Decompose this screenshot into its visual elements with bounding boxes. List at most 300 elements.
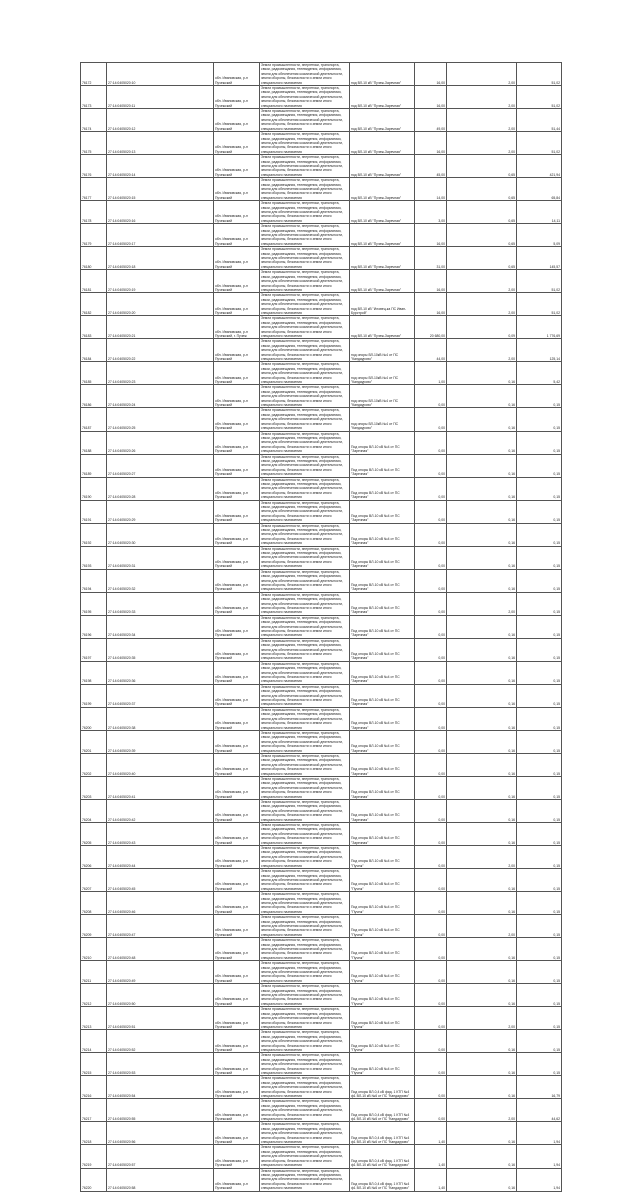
table-row — [81, 63, 562, 86]
table-row — [81, 1168, 562, 1191]
total-cell: 0,15 — [517, 431, 562, 454]
rate-cell: 0,16 — [447, 892, 517, 915]
table-row — [81, 178, 562, 201]
land-category-cell: Земли промышленности, энергетики, транспорта, связи, радиовещания, телевидения, информатики, земли для обеспечения космической деятельности, земли обороны, безопасности и земли иного специального назначения — [260, 915, 350, 938]
area-cell: 0,00 — [415, 730, 447, 753]
row-id-cell: 76214 — [81, 1030, 107, 1053]
land-plots-table — [80, 62, 562, 1192]
table-row — [81, 362, 562, 385]
table-row — [81, 316, 562, 339]
row-id-cell: 76198 — [81, 661, 107, 684]
cadastral-number-cell: 27:14:0405020:23 — [107, 362, 214, 385]
location-cell: обл. Ивановская, р-н Пучежский — [214, 1030, 260, 1053]
table-row — [81, 1122, 562, 1145]
land-category-cell: Земли промышленности, энергетики, транспорта, связи, радиовещания, телевидения, информатики, земли для обеспечения космической деятельности, земли обороны, безопасности и земли иного специального назначения — [260, 730, 350, 753]
row-id-cell: 76176 — [81, 155, 107, 178]
row-id-cell: 76181 — [81, 270, 107, 293]
total-cell: 0,15 — [517, 1030, 562, 1053]
location-cell: обл. Ивановская, р-н Пучежский — [214, 615, 260, 638]
total-cell: 5,09 — [517, 224, 562, 247]
rate-cell: 0,16 — [447, 523, 517, 546]
location-cell: обл. Ивановская, р-н Пучежский — [214, 408, 260, 431]
purpose-cell: Под опоры ВЛ-10 кВ №4 от ПС "Пучеж" — [350, 915, 415, 938]
land-category-cell: Земли промышленности, энергетики, транспорта, связи, радиовещания, телевидения, информатики, земли для обеспечения космической деятельности, земли обороны, безопасности и земли иного специального назначения — [260, 546, 350, 569]
rate-cell: 0,16 — [447, 408, 517, 431]
area-cell: 0,00 — [415, 961, 447, 984]
total-cell: 51,02 — [517, 293, 562, 316]
location-cell: обл. Ивановская, р-н Пучежский — [214, 569, 260, 592]
total-cell: 0,15 — [517, 961, 562, 984]
table-row — [81, 1099, 562, 1122]
purpose-cell: под ВЛ-10 кВ "Пучеж-Заречная" — [350, 109, 415, 132]
row-id-cell: 76178 — [81, 201, 107, 224]
area-cell: 0,00 — [415, 592, 447, 615]
cadastral-number-cell: 27:14:0405020:29 — [107, 500, 214, 523]
location-cell: обл. Ивановская, р-н Пучежский — [214, 938, 260, 961]
purpose-cell: Под опоры ВЛ-10 кВ №4 от ПС "Заречная" — [350, 638, 415, 661]
total-cell: 0,15 — [517, 615, 562, 638]
rate-cell: 2,00 — [447, 132, 517, 155]
location-cell: обл. Ивановская, р-н Пучежский — [214, 132, 260, 155]
purpose-cell: под ВЛ-10 кВ "Пучеж-Заречная" — [350, 270, 415, 293]
area-cell: 0,00 — [415, 753, 447, 776]
cadastral-number-cell: 27:14:0405020:19 — [107, 270, 214, 293]
land-category-cell: Земли промышленности, энергетики, транспорта, связи, радиовещания, телевидения, информатики, земли для обеспечения космической деятельности, земли обороны, безопасности и земли иного специального назначения — [260, 615, 350, 638]
area-cell: 49,00 — [415, 109, 447, 132]
cadastral-number-cell: 27:14:0405020:22 — [107, 339, 214, 362]
area-cell: 0,00 — [415, 431, 447, 454]
area-cell: 0,00 — [415, 1076, 447, 1099]
purpose-cell: Под опоры ВЛ-0,4 кВ фид. 1 КТП №4 ф1 ВЛ-10 кВ №6 от ПС "Кандаурово" — [350, 1099, 415, 1122]
table-row — [81, 385, 562, 408]
cadastral-number-cell: 27:14:0405020:40 — [107, 753, 214, 776]
location-cell: обл. Ивановская, р-н Пучежский — [214, 63, 260, 86]
rate-cell: 0,65 — [447, 178, 517, 201]
land-category-cell: Земли промышленности, энергетики, транспорта, связи, радиовещания, телевидения, информатики, земли для обеспечения космической деятельности, земли обороны, безопасности и земли иного специального назначения — [260, 132, 350, 155]
land-category-cell: Земли промышленности, энергетики, транспорта, связи, радиовещания, телевидения, информатики, земли для обеспечения космической деятельности, земли обороны, безопасности и земли иного специального назначения — [260, 1030, 350, 1053]
total-cell: 0,15 — [517, 823, 562, 846]
total-cell: 0,15 — [517, 638, 562, 661]
land-category-cell: Земли промышленности, энергетики, транспорта, связи, радиовещания, телевидения, информатики, земли для обеспечения космической деятельности, земли обороны, безопасности и земли иного специального назначения — [260, 523, 350, 546]
area-cell: 1,40 — [415, 1145, 447, 1168]
table-row — [81, 915, 562, 938]
total-cell: 0,15 — [517, 753, 562, 776]
area-cell: 0,00 — [415, 869, 447, 892]
location-cell: обл. Ивановская, р-н Пучежский — [214, 477, 260, 500]
area-cell: 1,00 — [415, 362, 447, 385]
land-category-cell: Земли промышленности, энергетики, транспорта, связи, радиовещания, телевидения, информатики, земли для обеспечения космической деятельности, земли обороны, безопасности и земли иного специального назначения — [260, 707, 350, 730]
land-category-cell: Земли промышленности, энергетики, транспорта, связи, радиовещания, телевидения, информатики, земли для обеспечения космической деятельности, земли обороны, безопасности и земли иного специального назначения — [260, 753, 350, 776]
total-cell: 0,15 — [517, 869, 562, 892]
row-id-cell: 76209 — [81, 915, 107, 938]
row-id-cell: 76210 — [81, 938, 107, 961]
rate-cell: 2,00 — [447, 270, 517, 293]
rate-cell: 0,16 — [447, 431, 517, 454]
rate-cell: 0,65 — [447, 155, 517, 178]
total-cell: 0,15 — [517, 984, 562, 1007]
cadastral-number-cell: 27:14:0405020:14 — [107, 155, 214, 178]
table-row — [81, 1053, 562, 1076]
location-cell: обл. Ивановская, р-н Пучежский — [214, 270, 260, 293]
purpose-cell: Под опоры ВЛ-10 кВ №4 от ПС "Заречная" — [350, 707, 415, 730]
purpose-cell: под ВЛ-10 кВ "Пучеж-Заречная" — [350, 178, 415, 201]
land-category-cell: Земли промышленности, энергетики, транспорта, связи, радиовещания, телевидения, информатики, земли для обеспечения космической деятельности, земли обороны, безопасности и земли иного специального назначения — [260, 247, 350, 270]
total-cell: 0,15 — [517, 661, 562, 684]
cadastral-number-cell: 27:14:0405020:32 — [107, 569, 214, 592]
row-id-cell: 76207 — [81, 869, 107, 892]
rate-cell: 0,16 — [447, 869, 517, 892]
rate-cell: 2,00 — [447, 915, 517, 938]
total-cell: 0,15 — [517, 592, 562, 615]
land-category-cell: Земли промышленности, энергетики, транспорта, связи, радиовещания, телевидения, информатики, земли для обеспечения космической деятельности, земли обороны, безопасности и земли иного специального назначения — [260, 408, 350, 431]
area-cell: 0,00 — [415, 1007, 447, 1030]
cadastral-number-cell: 27:14:0405020:28 — [107, 477, 214, 500]
total-cell: 65,84 — [517, 178, 562, 201]
row-id-cell: 76183 — [81, 316, 107, 339]
purpose-cell: под ВЛ-10 кВ "Пучеж-Заречная" — [350, 247, 415, 270]
table-row — [81, 776, 562, 799]
table-row — [81, 707, 562, 730]
row-id-cell: 76213 — [81, 1007, 107, 1030]
rate-cell: 0,65 — [447, 201, 517, 224]
land-category-cell: Земли промышленности, энергетики, транспорта, связи, радиовещания, телевидения, информатики, земли для обеспечения космической деятельности, земли обороны, безопасности и земли иного специального назначения — [260, 1099, 350, 1122]
cadastral-number-cell: 27:14:0405020:42 — [107, 800, 214, 823]
row-id-cell: 76218 — [81, 1122, 107, 1145]
rate-cell: 2,00 — [447, 339, 517, 362]
purpose-cell: Под опоры ВЛ-10 кВ №4 от ПС "Заречная" — [350, 615, 415, 638]
purpose-cell: Под опоры ВЛ-10 кВ №4 от ПС "Заречная" — [350, 800, 415, 823]
area-cell: 1,40 — [415, 1168, 447, 1191]
row-id-cell: 76191 — [81, 500, 107, 523]
location-cell: обл. Ивановская, р-н Пучежский — [214, 201, 260, 224]
table-row — [81, 523, 562, 546]
total-cell: 44,62 — [517, 1099, 562, 1122]
total-cell: 0,15 — [517, 776, 562, 799]
cadastral-number-cell: 27:14:0405020:56 — [107, 1122, 214, 1145]
land-category-cell: Земли промышленности, энергетики, транспорта, связи, радиовещания, телевидения, информатики, земли для обеспечения космической деятельности, земли обороны, безопасности и земли иного специального назначения — [260, 823, 350, 846]
row-id-cell: 76177 — [81, 178, 107, 201]
cadastral-number-cell: 27:14:0405020:58 — [107, 1168, 214, 1191]
area-cell: 0,00 — [415, 938, 447, 961]
purpose-cell: Под опоры ВЛ-10 кВ №4 от ПС "Заречная" — [350, 431, 415, 454]
rate-cell: 0,16 — [447, 1122, 517, 1145]
cadastral-number-cell: 27:14:0405020:24 — [107, 385, 214, 408]
area-cell: 16,00 — [415, 224, 447, 247]
table-row — [81, 155, 562, 178]
purpose-cell: под ВЛ-10 кВ "Иловец-ка ПС Иван-Бурстрой" — [350, 293, 415, 316]
location-cell: обл. Ивановская, р-н Пучежский — [214, 1099, 260, 1122]
rate-cell: 0,16 — [447, 707, 517, 730]
area-cell: 0,00 — [415, 1030, 447, 1053]
table-body — [81, 63, 562, 1192]
total-cell: 0,15 — [517, 385, 562, 408]
area-cell: 0,00 — [415, 1099, 447, 1122]
cadastral-number-cell: 27:14:0405020:30 — [107, 523, 214, 546]
cadastral-number-cell: 27:14:0405020:38 — [107, 707, 214, 730]
table-row — [81, 293, 562, 316]
area-cell: 1,40 — [415, 1122, 447, 1145]
table-row — [81, 638, 562, 661]
row-id-cell: 76219 — [81, 1145, 107, 1168]
row-id-cell: 76189 — [81, 454, 107, 477]
row-id-cell: 76199 — [81, 684, 107, 707]
land-category-cell: Земли промышленности, энергетики, транспорта, связи, радиовещания, телевидения, информатики, земли для обеспечения космической деятельности, земли обороны, безопасности и земли иного специального назначения — [260, 339, 350, 362]
land-category-cell: Земли промышленности, энергетики, транспорта, связи, радиовещания, телевидения, информатики, земли для обеспечения космической деятельности, земли обороны, безопасности и земли иного специального назначения — [260, 63, 350, 86]
cadastral-number-cell: 27:14:0405020:31 — [107, 546, 214, 569]
table-row — [81, 684, 562, 707]
table-row — [81, 86, 562, 109]
location-cell: обл. Ивановская, р-н Пучежский — [214, 454, 260, 477]
row-id-cell: 76175 — [81, 132, 107, 155]
table-row — [81, 823, 562, 846]
table-row — [81, 592, 562, 615]
cadastral-number-cell: 27:14:0405020:52 — [107, 1030, 214, 1053]
total-cell: 125,14 — [517, 339, 562, 362]
land-category-cell: Земли промышленности, энергетики, транспорта, связи, радиовещания, телевидения, информатики, земли для обеспечения космической деятельности, земли обороны, безопасности и земли иного специального назначения — [260, 477, 350, 500]
row-id-cell: 76179 — [81, 224, 107, 247]
purpose-cell: Под опоры ВЛ-10 кВ №4 от ПС "Заречная" — [350, 569, 415, 592]
purpose-cell: Под опоры ВЛ-10 кВ №4 от ПС "Пучеж" — [350, 984, 415, 1007]
land-category-cell: Земли промышленности, энергетики, транспорта, связи, радиовещания, телевидения, информатики, земли для обеспечения космической деятельности, земли обороны, безопасности и земли иного специального назначения — [260, 569, 350, 592]
table-row — [81, 938, 562, 961]
area-cell: 0,00 — [415, 500, 447, 523]
purpose-cell: под ВЛ-10 кВ "Пучеж-Заречная" — [350, 155, 415, 178]
total-cell: 0,15 — [517, 500, 562, 523]
location-cell: обл. Ивановская, р-н Пучежский — [214, 1122, 260, 1145]
area-cell: 0,00 — [415, 684, 447, 707]
cadastral-number-cell: 27:14:0405020:16 — [107, 201, 214, 224]
location-cell: обл. Ивановская, р-н Пучежский — [214, 362, 260, 385]
area-cell: 0,00 — [415, 892, 447, 915]
purpose-cell: Под опоры ВЛ-10 кВ №4 от ПС "Заречная" — [350, 454, 415, 477]
location-cell: обл. Ивановская, р-н Пучежский — [214, 1007, 260, 1030]
total-cell: 0,15 — [517, 569, 562, 592]
table-row — [81, 408, 562, 431]
rate-cell: 0,16 — [447, 661, 517, 684]
rate-cell: 2,00 — [447, 109, 517, 132]
row-id-cell: 76208 — [81, 892, 107, 915]
table-row — [81, 477, 562, 500]
rate-cell: 0,16 — [447, 800, 517, 823]
area-cell: 0,00 — [415, 776, 447, 799]
table-row — [81, 730, 562, 753]
land-category-cell: Земли промышленности, энергетики, транспорта, связи, радиовещания, телевидения, информатики, земли для обеспечения космической деятельности, земли обороны, безопасности и земли иного специального назначения — [260, 892, 350, 915]
total-cell: 1,94 — [517, 1168, 562, 1191]
total-cell: 51,44 — [517, 109, 562, 132]
location-cell: обл. Ивановская, р-н Пучежский — [214, 984, 260, 1007]
land-category-cell: Земли промышленности, энергетики, транспорта, связи, радиовещания, телевидения, информатики, земли для обеспечения космической деятельности, земли обороны, безопасности и земли иного специального назначения — [260, 454, 350, 477]
location-cell: обл. Ивановская, р-н Пучежский — [214, 247, 260, 270]
purpose-cell: под ВЛ-10 кВ "Пучеж-Заречная" — [350, 63, 415, 86]
rate-cell: 0,16 — [447, 569, 517, 592]
cadastral-number-cell: 27:14:0405020:54 — [107, 1076, 214, 1099]
location-cell: обл. Ивановская, р-н Пучежский — [214, 155, 260, 178]
land-category-cell: Земли промышленности, энергетики, транспорта, связи, радиовещания, телевидения, информатики, земли для обеспечения космической деятельности, земли обороны, безопасности и земли иного специального назначения — [260, 961, 350, 984]
rate-cell: 0,65 — [447, 224, 517, 247]
total-cell: 0,15 — [517, 454, 562, 477]
location-cell: обл. Ивановская, р-н Пучежский — [214, 730, 260, 753]
cadastral-number-cell: 27:14:0405020:35 — [107, 638, 214, 661]
cadastral-number-cell: 27:14:0405020:46 — [107, 892, 214, 915]
rate-cell: 2,00 — [447, 293, 517, 316]
area-cell: 0,00 — [415, 846, 447, 869]
cadastral-number-cell: 27:14:0405020:50 — [107, 984, 214, 1007]
purpose-cell: Под опоры ВЛ-0,4 кВ фид. 1 КТП №4 ф1 ВЛ-10 кВ №6 от ПС "Кандаурово" — [350, 1076, 415, 1099]
total-cell: 0,15 — [517, 730, 562, 753]
cadastral-number-cell: 27:14:0405020:55 — [107, 1099, 214, 1122]
total-cell: 14,11 — [517, 201, 562, 224]
total-cell: 51,02 — [517, 63, 562, 86]
cadastral-number-cell: 27:14:0405020:21 — [107, 316, 214, 339]
location-cell: обл. Ивановская, р-н Пучежский — [214, 109, 260, 132]
area-cell: 16,00 — [415, 86, 447, 109]
location-cell: обл. Ивановская, р-н Пучежский — [214, 753, 260, 776]
land-category-cell: Земли промышленности, энергетики, транспорта, связи, радиовещания, телевидения, информатики, земли для обеспечения космической деятельности, земли обороны, безопасности и земли иного специального назначения — [260, 1145, 350, 1168]
land-category-cell: Земли промышленности, энергетики, транспорта, связи, радиовещания, телевидения, информатики, земли для обеспечения космической деятельности, земли обороны, безопасности и земли иного специального назначения — [260, 385, 350, 408]
cadastral-number-cell: 27:14:0405020:43 — [107, 823, 214, 846]
row-id-cell: 76190 — [81, 477, 107, 500]
location-cell: обл. Ивановская, р-н Пучежский — [214, 638, 260, 661]
land-category-cell: Земли промышленности, энергетики, транспорта, связи, радиовещания, телевидения, информатики, земли для обеспечения космической деятельности, земли обороны, безопасности и земли иного специального назначения — [260, 178, 350, 201]
location-cell: обл. Ивановская, р-н Пучежский — [214, 1053, 260, 1076]
total-cell: 0,15 — [517, 408, 562, 431]
rate-cell: 2,00 — [447, 1007, 517, 1030]
land-category-cell: Земли промышленности, энергетики, транспорта, связи, радиовещания, телевидения, информатики, земли для обеспечения космической деятельности, земли обороны, безопасности и земли иного специального назначения — [260, 776, 350, 799]
table-row — [81, 1007, 562, 1030]
table-row — [81, 892, 562, 915]
purpose-cell: под ВЛ-10 кВ "Пучеж-Заречная" — [350, 201, 415, 224]
location-cell: обл. Ивановская, р-н Пучежский — [214, 684, 260, 707]
purpose-cell: Под опоры ВЛ-10 кВ №4 от ПС "Пучеж" — [350, 846, 415, 869]
purpose-cell: Под опоры ВЛ-10 кВ №4 от ПС "Пучеж" — [350, 892, 415, 915]
land-category-cell: Земли промышленности, энергетики, транспорта, связи, радиовещания, телевидения, информатики, земли для обеспечения космической деятельности, земли обороны, безопасности и земли иного специального назначения — [260, 431, 350, 454]
rate-cell: 0,65 — [447, 247, 517, 270]
land-category-cell: Земли промышленности, энергетики, транспорта, связи, радиовещания, телевидения, информатики, земли для обеспечения космической деятельности, земли обороны, безопасности и земли иного специального назначения — [260, 1053, 350, 1076]
land-category-cell: Земли промышленности, энергетики, транспорта, связи, радиовещания, телевидения, информатики, земли для обеспечения космической деятельности, земли обороны, безопасности и земли иного специального назначения — [260, 224, 350, 247]
area-cell: 14,00 — [415, 178, 447, 201]
area-cell: 0,00 — [415, 385, 447, 408]
area-cell: 0,00 — [415, 569, 447, 592]
total-cell: 1 776,69 — [517, 316, 562, 339]
rate-cell: 0,16 — [447, 961, 517, 984]
land-category-cell: Земли промышленности, энергетики, транспорта, связи, радиовещания, телевидения, информатики, земли для обеспечения космической деятельности, земли обороны, безопасности и земли иного специального назначения — [260, 938, 350, 961]
purpose-cell: под опоры ВЛ-10кВ №4 от ПС "Кандаурово" — [350, 339, 415, 362]
location-cell: обл. Ивановская, р-н Пучежский — [214, 892, 260, 915]
cadastral-number-cell: 27:14:0405020:34 — [107, 615, 214, 638]
rate-cell: 0,16 — [447, 1145, 517, 1168]
location-cell: обл. Ивановская, р-н Пучежский — [214, 546, 260, 569]
purpose-cell: под опоры ВЛ-10кВ №4 от ПС "Кандаурово" — [350, 385, 415, 408]
cadastral-number-cell: 27:14:0405020:20 — [107, 293, 214, 316]
location-cell: обл. Ивановская, р-н Пучежский — [214, 293, 260, 316]
row-id-cell: 76202 — [81, 753, 107, 776]
cadastral-number-cell: 27:14:0405020:45 — [107, 869, 214, 892]
table-row — [81, 615, 562, 638]
area-cell: 0,00 — [415, 800, 447, 823]
total-cell: 0,15 — [517, 938, 562, 961]
row-id-cell: 76220 — [81, 1168, 107, 1191]
rate-cell: 0,16 — [447, 776, 517, 799]
land-category-cell: Земли промышленности, энергетики, транспорта, связи, радиовещания, телевидения, информатики, земли для обеспечения космической деятельности, земли обороны, безопасности и земли иного специального назначения — [260, 86, 350, 109]
cadastral-number-cell: 27:14:0405020:51 — [107, 1007, 214, 1030]
table-row — [81, 247, 562, 270]
area-cell: 0,00 — [415, 707, 447, 730]
total-cell: 0,15 — [517, 1053, 562, 1076]
row-id-cell: 76173 — [81, 86, 107, 109]
rate-cell: 0,16 — [447, 1053, 517, 1076]
land-category-cell: Земли промышленности, энергетики, транспорта, связи, радиовещания, телевидения, информатики, земли для обеспечения космической деятельности, земли обороны, безопасности и земли иного специального назначения — [260, 201, 350, 224]
row-id-cell: 76211 — [81, 961, 107, 984]
total-cell: 0,15 — [517, 477, 562, 500]
purpose-cell: под ВЛ-10 кВ "Пучеж-Заречная" — [350, 316, 415, 339]
purpose-cell: Под опоры ВЛ-10 кВ №4 от ПС "Заречная" — [350, 523, 415, 546]
row-id-cell: 76212 — [81, 984, 107, 1007]
total-cell: 5,42 — [517, 362, 562, 385]
rate-cell: 0,09 — [447, 316, 517, 339]
table-row — [81, 546, 562, 569]
total-cell: 0,15 — [517, 684, 562, 707]
row-id-cell: 76206 — [81, 846, 107, 869]
area-cell: 16,00 — [415, 293, 447, 316]
table-row — [81, 869, 562, 892]
table-row — [81, 846, 562, 869]
purpose-cell: Под опоры ВЛ-10 кВ №4 от ПС "Заречная" — [350, 477, 415, 500]
total-cell: 16,79 — [517, 1076, 562, 1099]
total-cell: 145,57 — [517, 247, 562, 270]
row-id-cell: 76184 — [81, 339, 107, 362]
land-category-cell: Земли промышленности, энергетики, транспорта, связи, радиовещания, телевидения, информатики, земли для обеспечения космической деятельности, земли обороны, безопасности и земли иного специального назначения — [260, 1122, 350, 1145]
land-category-cell: Земли промышленности, энергетики, транспорта, связи, радиовещания, телевидения, информатики, земли для обеспечения космической деятельности, земли обороны, безопасности и земли иного специального назначения — [260, 800, 350, 823]
location-cell: обл. Ивановская, р-н Пучежский — [214, 178, 260, 201]
row-id-cell: 76197 — [81, 638, 107, 661]
table-row — [81, 569, 562, 592]
location-cell: обл. Ивановская, р-н Пучежский — [214, 1145, 260, 1168]
rate-cell: 0,16 — [447, 477, 517, 500]
table-row — [81, 800, 562, 823]
area-cell: 31,00 — [415, 247, 447, 270]
cadastral-number-cell: 27:14:0405020:12 — [107, 109, 214, 132]
purpose-cell: Под опоры ВЛ-10 кВ №4 от ПС "Заречная" — [350, 730, 415, 753]
cadastral-number-cell: 27:14:0405020:17 — [107, 224, 214, 247]
purpose-cell: под ВЛ-10 кВ "Пучеж-Заречная" — [350, 224, 415, 247]
cadastral-number-cell: 27:14:0405020:13 — [107, 132, 214, 155]
land-category-cell: Земли промышленности, энергетики, транспорта, связи, радиовещания, телевидения, информатики, земли для обеспечения космической деятельности, земли обороны, безопасности и земли иного специального назначения — [260, 869, 350, 892]
purpose-cell: Под опоры ВЛ-0,4 кВ фид. 1 КТП №4 ф1 ВЛ-10 кВ №6 от ПС "Кандаурово" — [350, 1122, 415, 1145]
area-cell: 0,00 — [415, 1053, 447, 1076]
area-cell: 0,00 — [415, 454, 447, 477]
land-category-cell: Земли промышленности, энергетики, транспорта, связи, радиовещания, телевидения, информатики, земли для обеспечения космической деятельности, земли обороны, безопасности и земли иного специального назначения — [260, 270, 350, 293]
table-row — [81, 201, 562, 224]
cadastral-number-cell: 27:14:0405020:39 — [107, 730, 214, 753]
row-id-cell: 76195 — [81, 592, 107, 615]
area-cell: 0,00 — [415, 523, 447, 546]
table-row — [81, 1076, 562, 1099]
rate-cell: 0,16 — [447, 454, 517, 477]
row-id-cell: 76182 — [81, 293, 107, 316]
location-cell: обл. Ивановская, р-н Пучежский — [214, 707, 260, 730]
cadastral-number-cell: 27:14:0405020:48 — [107, 938, 214, 961]
table-row — [81, 339, 562, 362]
land-category-cell: Земли промышленности, энергетики, транспорта, связи, радиовещания, телевидения, информатики, земли для обеспечения космической деятельности, земли обороны, безопасности и земли иного специального назначения — [260, 500, 350, 523]
location-cell: обл. Ивановская, р-н Пучежский — [214, 500, 260, 523]
area-cell: 0,00 — [415, 615, 447, 638]
land-category-cell: Земли промышленности, энергетики, транспорта, связи, радиовещания, телевидения, информатики, земли для обеспечения космической деятельности, земли обороны, безопасности и земли иного специального назначения — [260, 984, 350, 1007]
cadastral-number-cell: 27:14:0405020:27 — [107, 454, 214, 477]
table-row — [81, 270, 562, 293]
rate-cell: 2,00 — [447, 86, 517, 109]
total-cell: 0,15 — [517, 707, 562, 730]
land-category-cell: Земли промышленности, энергетики, транспорта, связи, радиовещания, телевидения, информатики, земли для обеспечения космической деятельности, земли обороны, безопасности и земли иного специального назначения — [260, 316, 350, 339]
